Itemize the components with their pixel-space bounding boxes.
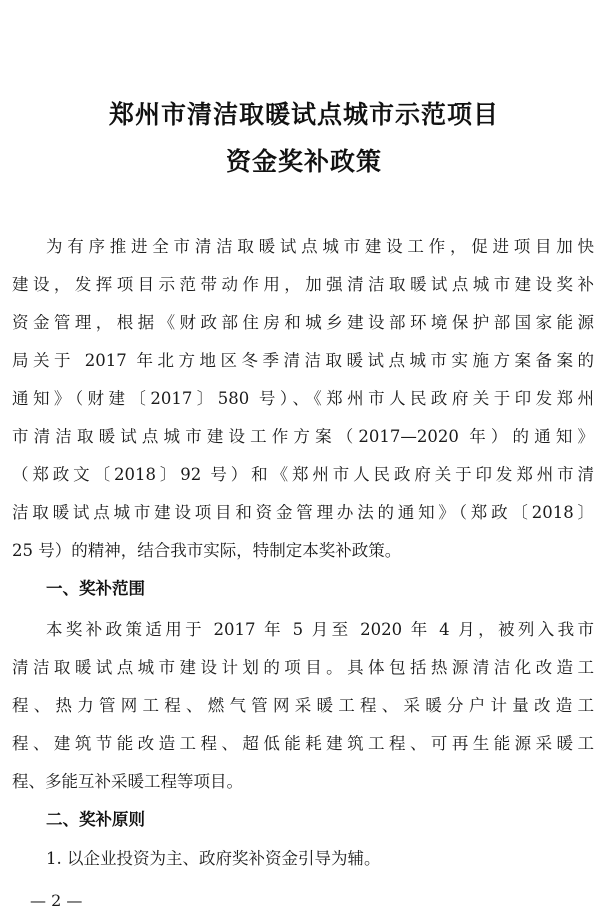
- section-2-line-1: 1. 以企业投资为主、政府奖补资金引导为辅。: [46, 849, 381, 868]
- intro-line-9: 25 号）的精神，结合我市实际，特制定本奖补政策。: [12, 541, 402, 560]
- intro-line-7: （郑政文〔2018〕92 号）和《郑州市人民政府关于印发郑州市清: [12, 465, 594, 484]
- page-number: — 2 —: [30, 891, 83, 910]
- intro-line-5: 通知》（财建〔2017〕580 号）、《郑州市人民政府关于印发郑州: [12, 389, 594, 408]
- intro-line-6: 市清洁取暖试点城市建设工作方案（2017—2020 年）的通知》: [12, 427, 594, 446]
- section-1-line-5: 程、多能互补采暖工程等项目。: [12, 772, 243, 791]
- section-1-heading: 一、奖补范围: [46, 579, 145, 598]
- document-title-line-1: 郑州市清洁取暖试点城市示范项目: [108, 100, 499, 129]
- intro-line-4: 局关于 2017 年北方地区冬季清洁取暖试点城市实施方案备案的: [12, 351, 594, 370]
- intro-line-2: 建设，发挥项目示范带动作用，加强清洁取暖试点城市建设奖补: [12, 275, 594, 294]
- intro-line-1: 为有序推进全市清洁取暖试点城市建设工作，促进项目加快: [46, 237, 594, 256]
- section-1-line-4: 程、建筑节能改造工程、超低能耗建筑工程、可再生能源采暖工: [12, 734, 594, 753]
- section-1-line-3: 程、热力管网工程、燃气管网采暖工程、采暖分户计量改造工: [12, 696, 594, 715]
- section-1-line-2: 清洁取暖试点城市建设计划的项目。具体包括热源清洁化改造工: [12, 658, 594, 677]
- intro-line-3: 资金管理，根据《财政部住房和城乡建设部环境保护部国家能源: [12, 313, 594, 332]
- document-title-line-2: 资金奖补政策: [225, 147, 382, 176]
- section-2-heading: 二、奖补原则: [46, 810, 145, 829]
- section-1-line-1: 本奖补政策适用于 2017 年 5 月至 2020 年 4 月，被列入我市: [46, 620, 594, 639]
- intro-line-8: 洁取暖试点城市建设项目和资金管理办法的通知》（郑政〔2018〕: [12, 503, 594, 522]
